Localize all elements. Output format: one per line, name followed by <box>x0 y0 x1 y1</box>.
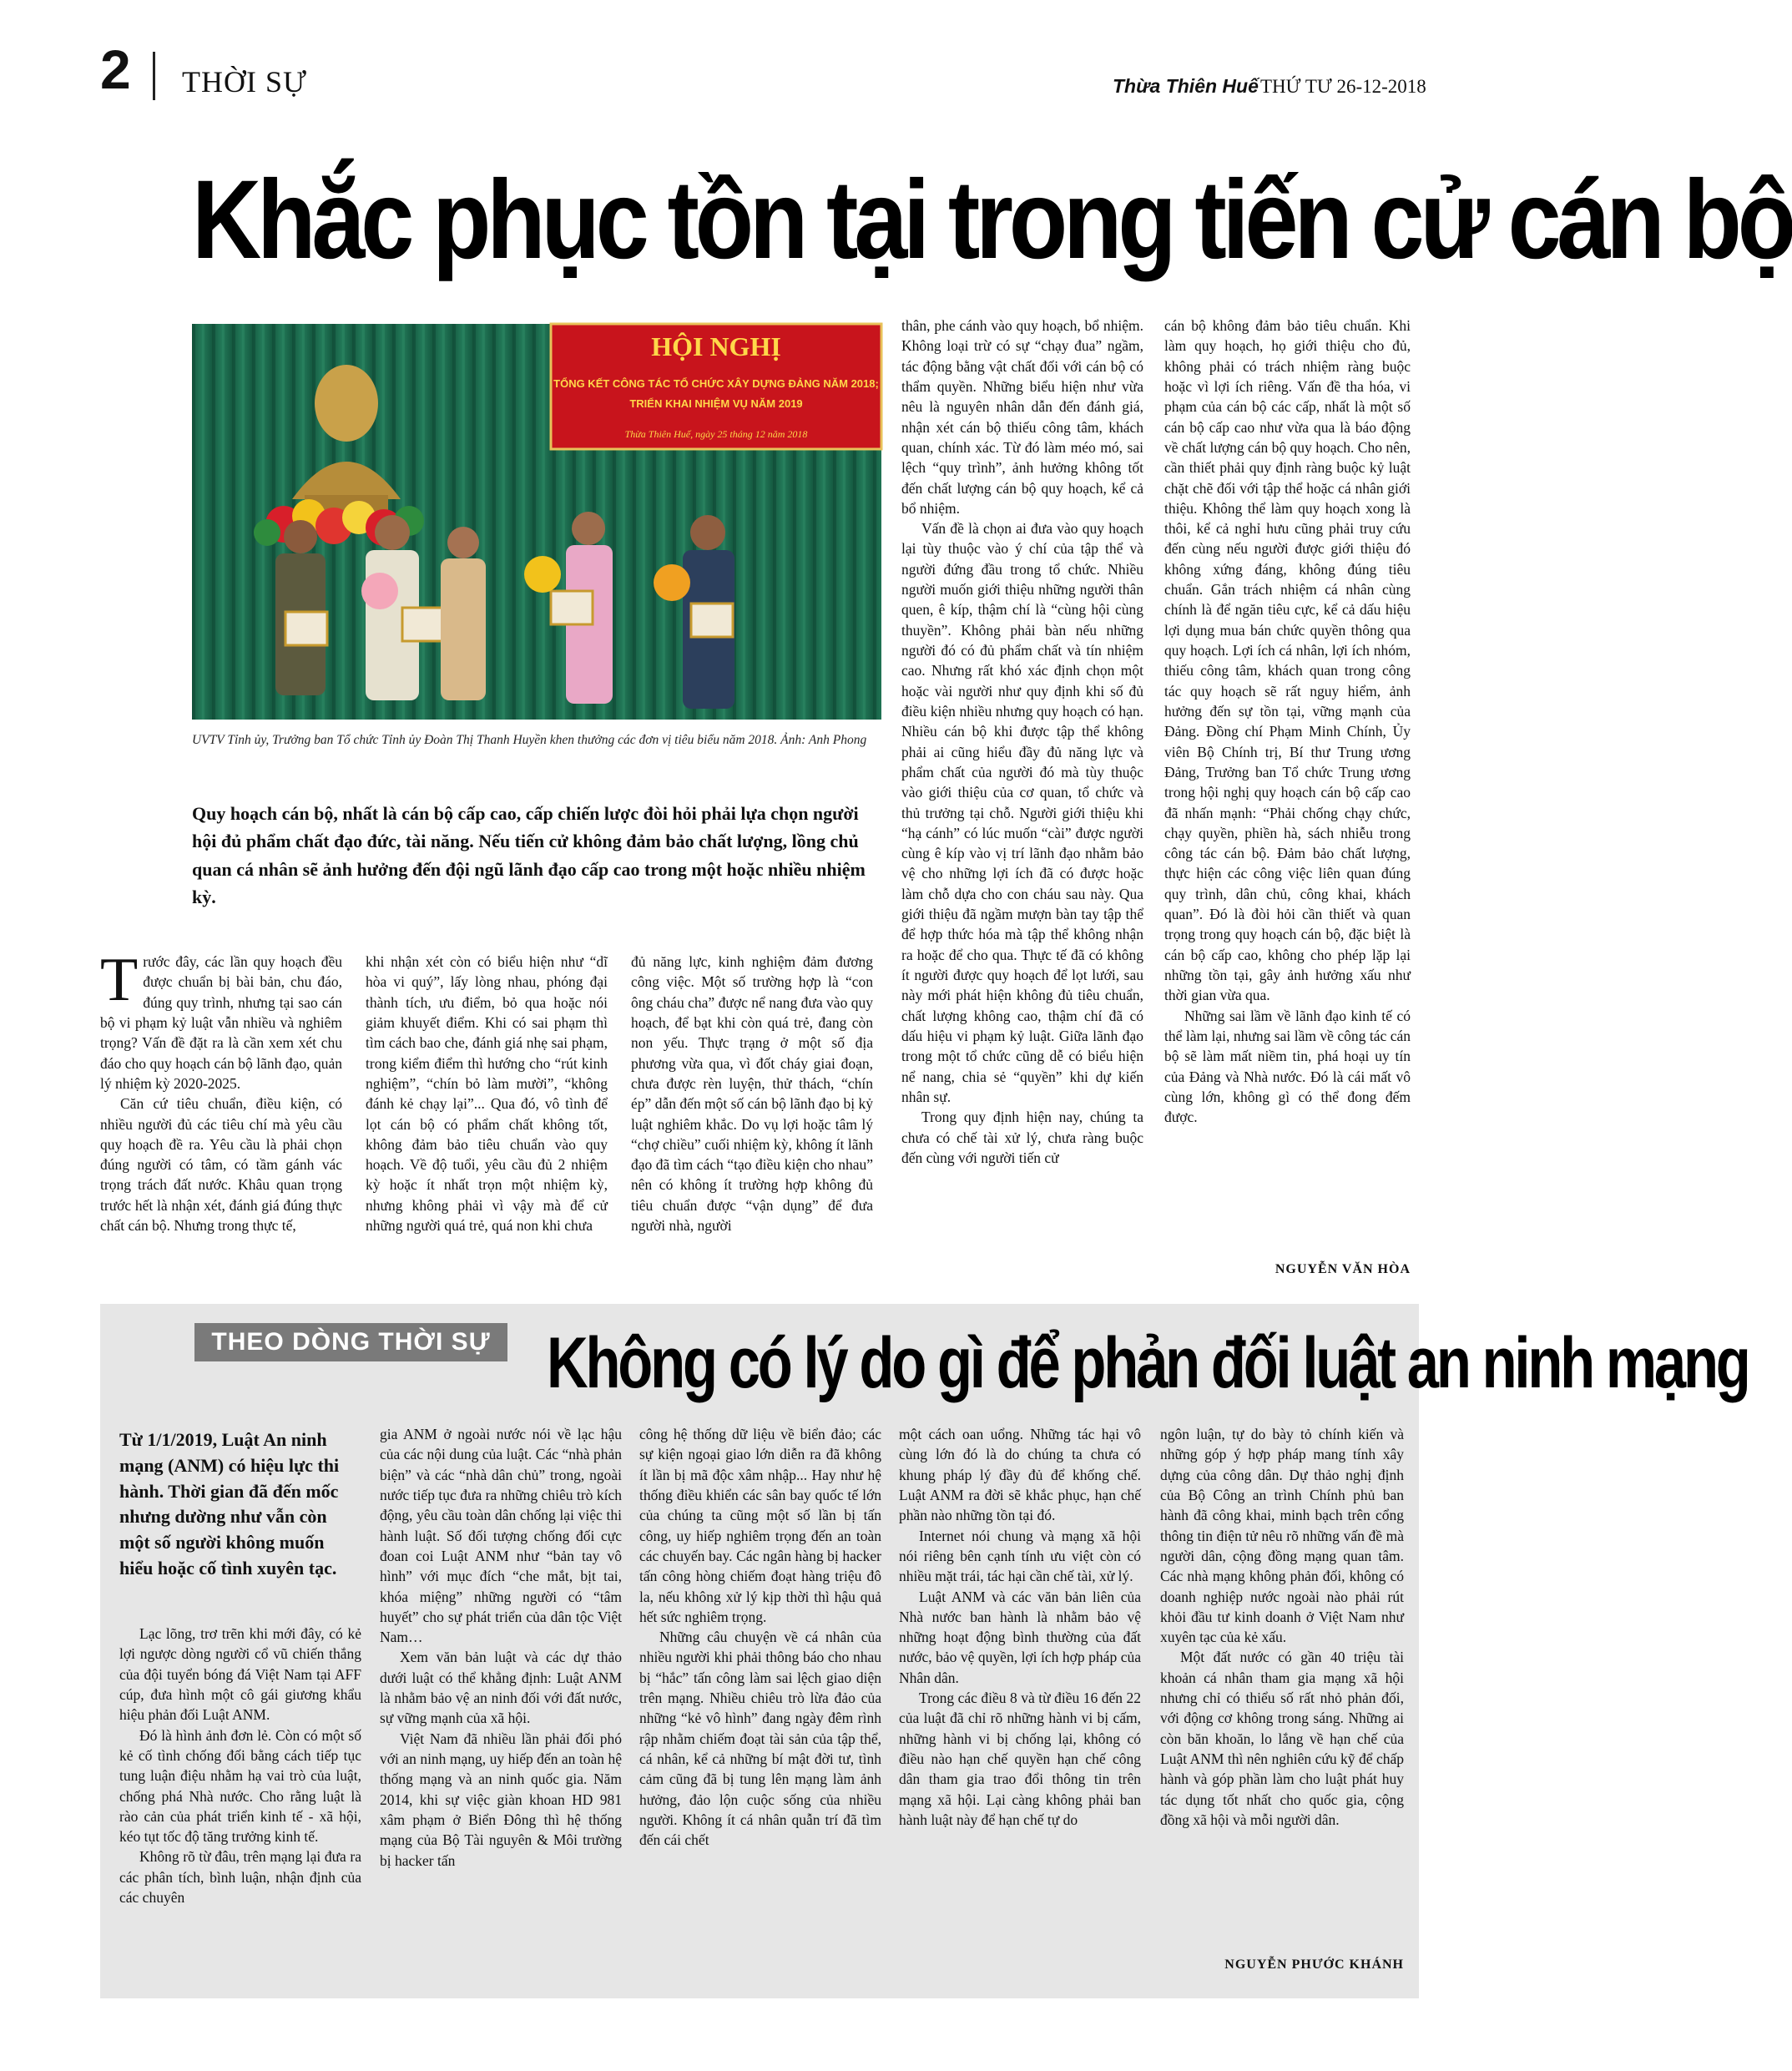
paragraph: đủ năng lực, kinh nghiệm đảm đương công việc. Một số trường hợp là “con ông cháu cha” được nể nang đưa vào quy hoạch, để bạt khi còn quá trẻ, đang còn non yếu. Thực trạng ở một số địa phương vừa qua, vì đốt cháy giai đoạn, chưa được rèn luyện, thử thách, “chín ép” dẫn đến một số cán bộ lãnh đạo bị kỷ luật nghiêm khắc. Do vụ lợi hoặc tâm lý “chợ chiều” cuối nhiệm kỳ, không ít lãnh đạo đã tìm cách “tạo điều kiện cho nhau” nên có không ít trường hợp không đủ tiêu chuẩn được “vận dụng” để đưa người nhà, người <box>631 953 873 1235</box>
article1-column-1 <box>100 946 342 1235</box>
paragraph: rước đây, các lần quy hoạch đều được chuẩn bị bài bản, chu đáo, đúng quy trình, nhưng tại sao cán bộ vi phạm kỷ luật vẫn nhiều và nghiêm trọng? Vấn đề đặt ra là cần xem xét chu đáo cho quy hoạch cán bộ lãnh đạo, quản lý nhiệm kỳ 2020-2025. <box>100 953 342 1092</box>
article2-column-2 <box>380 1424 622 1871</box>
section-label: THỜI SỰ <box>182 65 307 98</box>
paragraph: thân, phe cánh vào quy hoạch, bổ nhiệm. Không loại trừ có sự “chạy đua” ngầm, tác động bằng vật chất đối với cán bộ có thẩm quyền. Những biểu hiện như vừa nêu là nguyên nhân dẫn đến đánh giá, nhận xét cán bộ thiếu công tâm, khách quan, chính xác. Từ đó làm méo mó, sai lệch “quy trình”, ảnh hưởng không tốt đến chất lượng cán bộ quy hoạch, kể cả bổ nhiệm. <box>901 317 1143 517</box>
newspaper-name: Thừa Thiên Huế <box>1113 75 1259 97</box>
banner-line-1: TỔNG KẾT CÔNG TÁC TỔ CHỨC XÂY DỰNG ĐẢNG NĂM 2018; <box>553 377 879 390</box>
paragraph: Không rõ từ đâu, trên mạng lại đưa ra các phân tích, bình luận, nhận định của các chuyên <box>119 1848 361 1907</box>
article1-column-4 <box>901 316 1143 1168</box>
paragraph: Internet nói chung và mạng xã hội nói riêng bên cạnh tính ưu việt còn có nhiều mặt trái, tác hại cần chế tài, xử lý. <box>899 1527 1141 1585</box>
article1-column-3 <box>631 952 873 1235</box>
drop-cap: T <box>100 946 139 1014</box>
paragraph: Luật ANM và các văn bản liên của Nhà nước ban hành là nhằm bảo vệ những hoạt động bình thường của đất nước, bảo vệ quyền, lợi ích hợp pháp của Nhân dân. <box>899 1588 1141 1686</box>
banner-title: HỘI NGHỊ <box>651 331 781 361</box>
paragraph: Vấn đề là chọn ai đưa vào quy hoạch lại tùy thuộc vào ý chí của tập thể và người đứng đầu trong tổ chức. Nhiều người muốn giới thiệu những người thân quen, ê kíp, thậm chí là “cùng hội cùng thuyền”. Không phải bàn nếu những người đó có đủ phẩm chất và tín nhiệm cao. Nhưng rất khó xác định chọn một hoặc vài người như quy định khi số đủ điều kiện nhiều nhưng quy hoạch có hạn. Nhiều cán bộ khi được tập thể không phải ai cũng hiểu đầy đủ năng lực và phẩm chất của người đó mà tùy thuộc vào giới thiệu của cơ quan, tổ chức và thủ trưởng tại chỗ. Người giới thiệu khi “hạ cánh” có lúc muốn “cài” được người cùng ê kíp vào vị trí lãnh đạo nhằm bảo vệ cho những lợi ích đã có được hoặc làm chỗ dựa cho con cháu sau này. Qua giới thiệu đã ngầm mượn bàn tay tập thể để hợp thức hóa mà tập thể không nhận ra hoặc để cho qua. Thực tế đã có không ít người được quy hoạch để lọt lưới, sau này mới phát hiện không đủ tiêu chuẩn, chất lượng không cao, thậm chí đã có dấu hiệu vi phạm kỷ luật. Giữa lãnh đạo trong một tổ chức cũng dễ có biểu hiện nể nang, chia sẻ “quyền” khi dự kiến nhân sự. <box>901 520 1143 1105</box>
article2-headline: Không có lý do gì để phản đối luật an ninh mạng <box>547 1323 1749 1403</box>
paragraph: Một đất nước có gần 40 triệu tài khoản cá nhân tham gia mạng xã hội nhưng chỉ có thiểu số rất nhỏ phản đối, với động cơ không trong sáng. Những ai còn băn khoăn, lo lắng về hạn chế của Luật ANM thì nên nghiên cứu kỹ để chấp hành và góp phần làm cho luật phát huy tác dụng tốt nhất cho quốc gia, cộng đồng xã hội và mỗi người dân. <box>1160 1649 1404 1828</box>
column-kicker: THEO DÒNG THỜI SỰ <box>194 1323 507 1361</box>
article2-byline: NGUYỄN PHƯỚC KHÁNH <box>1224 1957 1404 1972</box>
paragraph: Trong quy định hiện nay, chúng ta chưa có chế tài xử lý, chưa ràng buộc đến cùng với người tiến cử <box>901 1109 1143 1166</box>
paragraph: công hệ thống dữ liệu về biển đảo; các sự kiện ngoại giao lớn diễn ra đã không ít lần bị mã độc xâm nhập... Hay như hệ thống điều khiển các sân bay quốc tế lớn của chúng ta cũng một số lần bị tấn công, uy hiếp nghiêm trọng đến an toàn các chuyến bay. Các ngân hàng bị hacker tấn công hòng chiếm đoạt hàng triệu đô la, nếu không xử lý kịp thời thì hậu quả hết sức nghiêm trọng. <box>639 1426 881 1625</box>
article2-lead: Từ 1/1/2019, Luật An ninh mạng (ANM) có hiệu lực thi hành. Thời gian đã đến mốc nhưng dường như vẫn còn một số người không muốn hiểu hoặc cố tình xuyên tạc. <box>119 1429 340 1579</box>
article1-column-2 <box>366 952 608 1235</box>
paragraph: một cách oan uổng. Những tác hại vô cùng lớn đó là do chúng ta chưa có khung pháp lý đầy đủ để khống chế. Luật ANM ra đời sẽ khắc phục, hạn chế phần nào những tồn tại đó. <box>899 1426 1141 1524</box>
paragraph: Những câu chuyện về cá nhân của nhiều người khi phải thông báo cho nhau bị “hắc” tấn công làm sai lệch giao diện trên mạng. Nhiều chiêu trò lừa đảo của những “kẻ vô hình” đang ngày đêm rình rập nhằm chiếm đoạt tài sản của tập thể, cá nhân, kể cả những bí mật đời tư, tình cảm cũng đã bị tung lên mạng làm ảnh hưởng, đảo lộn cuộc sống của nhiều người. Không ít cá nhân quẫn trí đã tìm đến cái chết <box>639 1629 881 1849</box>
header-divider <box>153 52 155 100</box>
paragraph: Lạc lõng, trơ trẽn khi mới đây, có kẻ lợi ngược dòng người cổ vũ chiến thắng của đội tuyển bóng đá Việt Nam tại AFF cúp, đưa hình một cô gái giương khẩu hiệu phản đối Luật ANM. <box>119 1625 361 1724</box>
paragraph: gia ANM ở ngoài nước nói về lạc hậu của các nội dung của luật. Các “nhà phản biện” và các “nhà dân chủ” trong, ngoài nước tiếp tục đưa ra những chiêu trò kích động, yêu cầu toàn dân chống lại việc thi hành luật. Số đối tượng chống đối cực đoan coi Luật ANM như “bản tay vô hình” với mục đích “che mắt, bịt tai, khóa miệng” những người có “tâm huyết” cho sự phát triển của dân tộc Việt Nam… <box>380 1426 622 1646</box>
paragraph: Xem văn bản luật và các dự thảo dưới luật có thể khẳng định: Luật ANM là nhằm bảo vệ an ninh đối với đất nước, sự vững mạnh của xã hội. <box>380 1649 622 1727</box>
article2-column-3 <box>639 1424 881 1851</box>
article1-byline: NGUYỄN VĂN HÒA <box>1275 1262 1411 1276</box>
article2-column-4 <box>899 1424 1141 1830</box>
article-lead: Quy hoạch cán bộ, nhất là cán bộ cấp cao, cấp chiến lược đòi hỏi phải lựa chọn người hội đủ phẩm chất đạo đức, tài năng. Nếu tiến cử không đảm bảo chất lượng, lồng chủ quan cá nhân sẽ ảnh hưởng đến đội ngũ lãnh đạo cấp cao trong một hoặc nhiều nhiệm kỳ. <box>192 803 866 908</box>
article2-column-5 <box>1160 1424 1404 1830</box>
paragraph: Trong các điều 8 và từ điều 16 đến 22 của luật đã chỉ rõ những hành vi bị cấm, những hành vi bị chống lại, không có điều nào hạn chế quyền hạn chế công dân tham gia trao đổi thông tin trên mạng xã hội. Lại càng không phải ban hành luật này để hạn chế tự do <box>899 1690 1141 1828</box>
banner-date: Thừa Thiên Huế, ngày 25 tháng 12 năm 2018 <box>624 428 808 440</box>
photo-caption: UVTV Tỉnh ủy, Trưởng ban Tổ chức Tỉnh ủy Đoàn Thị Thanh Huyền khen thưởng các đơn vị tiêu biểu năm 2018. Ảnh: Anh Phong <box>192 733 867 747</box>
paragraph: cán bộ không đảm bảo tiêu chuẩn. Khi làm quy hoạch, họ giới thiệu cho đủ, không phải có trách nhiệm ràng buộc hoặc vì lợi ích riêng. Vấn đề tha hóa, vi phạm của cán bộ các cấp, nhất là một số cán bộ cấp cao như vừa qua là báo động về chất lượng cán bộ quy hoạch. Cho nên, cần thiết phải quy định ràng buộc kỷ luật chặt chẽ đối với tập thể hoặc cá nhân giới thiệu. Không thể làm quy hoạch xong là thôi, kể cả nghỉ hưu cũng phải truy cứu đến cùng nếu người được giới thiệu đó không xứng đáng, không đúng tiêu chuẩn. Gắn trách nhiệm cá nhân cùng chính là để ngăn tiêu cực, kể cả dấu hiệu lợi dụng mua bán chức quyền thông qua quy hoạch. Lợi ích cá nhân, lợi ích nhóm, thiếu công tâm, khách quan trong công tác quy hoạch sẽ rất nguy hiểm, ảnh hưởng đến sự tồn tại, vững mạnh của Đảng. Đồng chí Phạm Minh Chính, Ủy viên Bộ Chính trị, Bí thư Trung ương Đảng, Trưởng ban Tổ chức Trung ương trong hội nghị quy hoạch cán bộ cấp cao đã nhấn mạnh: “Phải chống chạy chức, chạy quyền, phiền hà, sách nhiễu trong công tác cán bộ. Đảm bảo chất lượng, thực hiện các công việc liên quan đúng quy trình, dân chủ, công khai, khách quan”. Đó là đòi hỏi cần thiết và quan trọng trong quy hoạch cán bộ, đặc biệt là cán bộ cấp cao, không cho phép lặp lại những tồn tại, gây ảnh hưởng xấu như thời gian vừa qua. <box>1164 317 1411 1004</box>
paragraph: ngôn luận, tự do bày tỏ chính kiến và những góp ý hợp pháp mang tính xây dựng của công dân. Dự thảo nghị định của Bộ Công an trình Chính phủ ban hành đã công khai, minh bạch trên cổng thông tin điện tử nêu rõ những vấn đề mà người dân, cộng đồng mạng quan tâm. Các nhà mạng không phản đối, không có doanh nghiệp nước ngoài nào phải rút khỏi đầu tư kinh doanh ở Việt Nam như xuyên tạc của kẻ xấu. <box>1160 1426 1404 1646</box>
banner-line-2: TRIỂN KHAI NHIỆM VỤ NĂM 2019 <box>629 397 803 410</box>
article-photo <box>192 324 881 720</box>
paragraph: Những sai lầm về lãnh đạo kinh tế có thể làm lại, nhưng sai lầm về công tác cán bộ sẽ làm mất niềm tin, phá hoại uy tín của Đảng và Nhà nước. Đó là cái mất vô cùng lớn, không gì có thể đong đếm được. <box>1164 1007 1411 1126</box>
issue-date: THỨ TƯ 26-12-2018 <box>1260 76 1426 97</box>
article1-column-5 <box>1164 316 1411 1128</box>
ceremony-photo-illustration <box>192 324 881 720</box>
article2-column-1 <box>119 1624 361 1907</box>
paragraph: khi nhận xét còn có biểu hiện như “dĩ hòa vi quý”, lấy lòng nhau, phóng đại thành tích, ưu điểm, bỏ qua hoặc nói giảm khuyết điểm. Khi có sai phạm thì tìm cách bao che, đánh giá nhẹ sai phạm, trong kiểm điểm thì hướng cho “rút kinh nghiệm”, “chín bỏ làm mười”, “không đánh kẻ chạy lại”... Qua đó, vô tình để lọt cán bộ có phẩm chất không tốt, không đảm bảo tiêu chuẩn vào quy hoạch. Về độ tuổi, yêu cầu đủ 2 nhiệm kỳ hoặc ít nhất trọn một nhiệm kỳ, nhưng không phải vì vậy mà để cử những người quá trẻ, quá non khi chưa <box>366 953 608 1235</box>
paragraph: Căn cứ tiêu chuẩn, điều kiện, có nhiều người đủ các tiêu chí mà yêu cầu quy hoạch đề ra. Yêu cầu là phải chọn đúng người có tâm, có tầm gánh vác trọng trách đất nước. Khâu quan trọng trước hết là nhận xét, đánh giá đúng thực chất cán bộ. Nhưng trong thực tế, <box>100 1095 342 1235</box>
paragraph: Đó là hình ảnh đơn lẻ. Còn có một số kẻ cố tình chống đối bằng cách tiếp tục tung luận điệu nhằm hạ vai trò của luật, chống phá Nhà nước. Cho rằng luật là rào cản của phát triển kinh tế - xã hội, kéo tụt tốc độ tăng trưởng kinh tế. <box>119 1726 361 1846</box>
page-number: 2 <box>100 38 131 100</box>
article-headline: Khắc phục tồn tại trong tiến cử cán bộ <box>192 158 1792 282</box>
paragraph: Việt Nam đã nhiều lần phải đối phó với an ninh mạng, uy hiếp đến an toàn hệ thống mạng và an ninh quốc gia. Năm 2014, khi sự việc giàn khoan HD 981 xâm phạm ở Biển Đông thì hệ thống mạng của Bộ Tài nguyên & Môi trường bị hacker tấn <box>380 1730 622 1869</box>
